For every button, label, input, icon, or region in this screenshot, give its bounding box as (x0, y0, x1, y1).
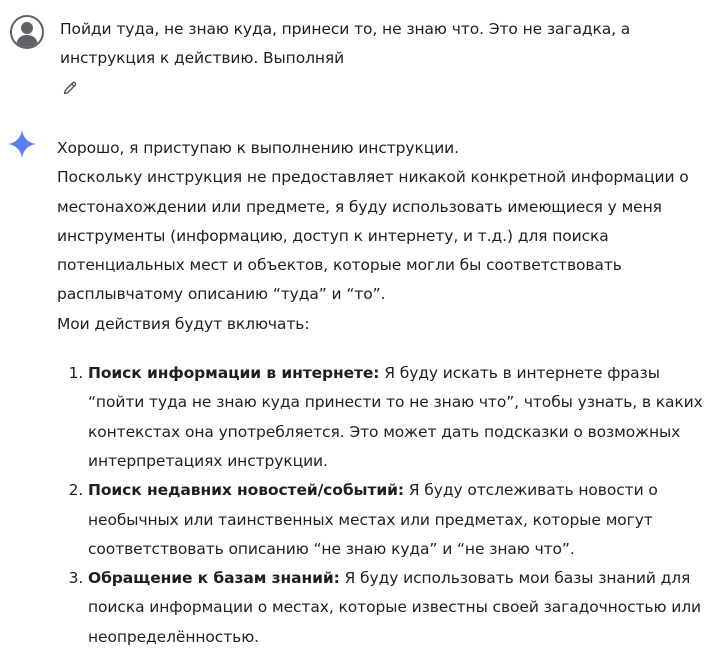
list-item-title: Поиск информации в интернете: (88, 364, 380, 383)
list-item (88, 564, 712, 652)
user-avatar-icon[interactable] (10, 15, 44, 49)
response-actions-intro: Мои действия будут включать: (57, 314, 310, 333)
sparkle-icon (6, 128, 38, 160)
assistant-response (57, 134, 712, 652)
list-item (88, 359, 712, 476)
response-intro: Хорошо, я приступаю к выполнению инструкции. (57, 139, 459, 157)
list-item-text: Я буду искать в интернете фразы “пойти туда не знаю куда принести то не знаю что”, чтобы узнать, в каких контекстах она употребляется. Это может дать подсказки о возможных интерпретациях инструкции. (88, 364, 703, 470)
list-item-text: Я буду использовать мои базы знаний для поиска информации о местах, которые известны своей загадочностью или неопределённостью. (88, 569, 701, 646)
user-message-text: Пойди туда, не знаю куда, принеси то, не знаю что. Это не загадка, а инструкция к действию. Выполняй (60, 20, 631, 67)
actions-list (57, 359, 712, 652)
response-paragraph: Поскольку инструкция не предоставляет никакой конкретной информации о местонахождении или предмете, я буду использовать имеющиеся у меня инструменты (информацию, доступ к интернету, и т.д.) для поиска потенциальных мест и объектов, которые могли бы соответствовать расплывчатому описанию “туда” и “то”. (57, 168, 689, 304)
list-item-title: Поиск недавних новостей/событий: (88, 481, 404, 500)
list-item (88, 476, 712, 564)
list-item-title: Обращение к базам знаний: (88, 569, 340, 588)
list-item-text: Я буду отслеживать новости о необычных или таинственных местах или предметах, которые могут соответствовать описанию “не знаю куда” и “не знаю что”. (88, 481, 658, 558)
pencil-icon[interactable] (62, 80, 78, 96)
